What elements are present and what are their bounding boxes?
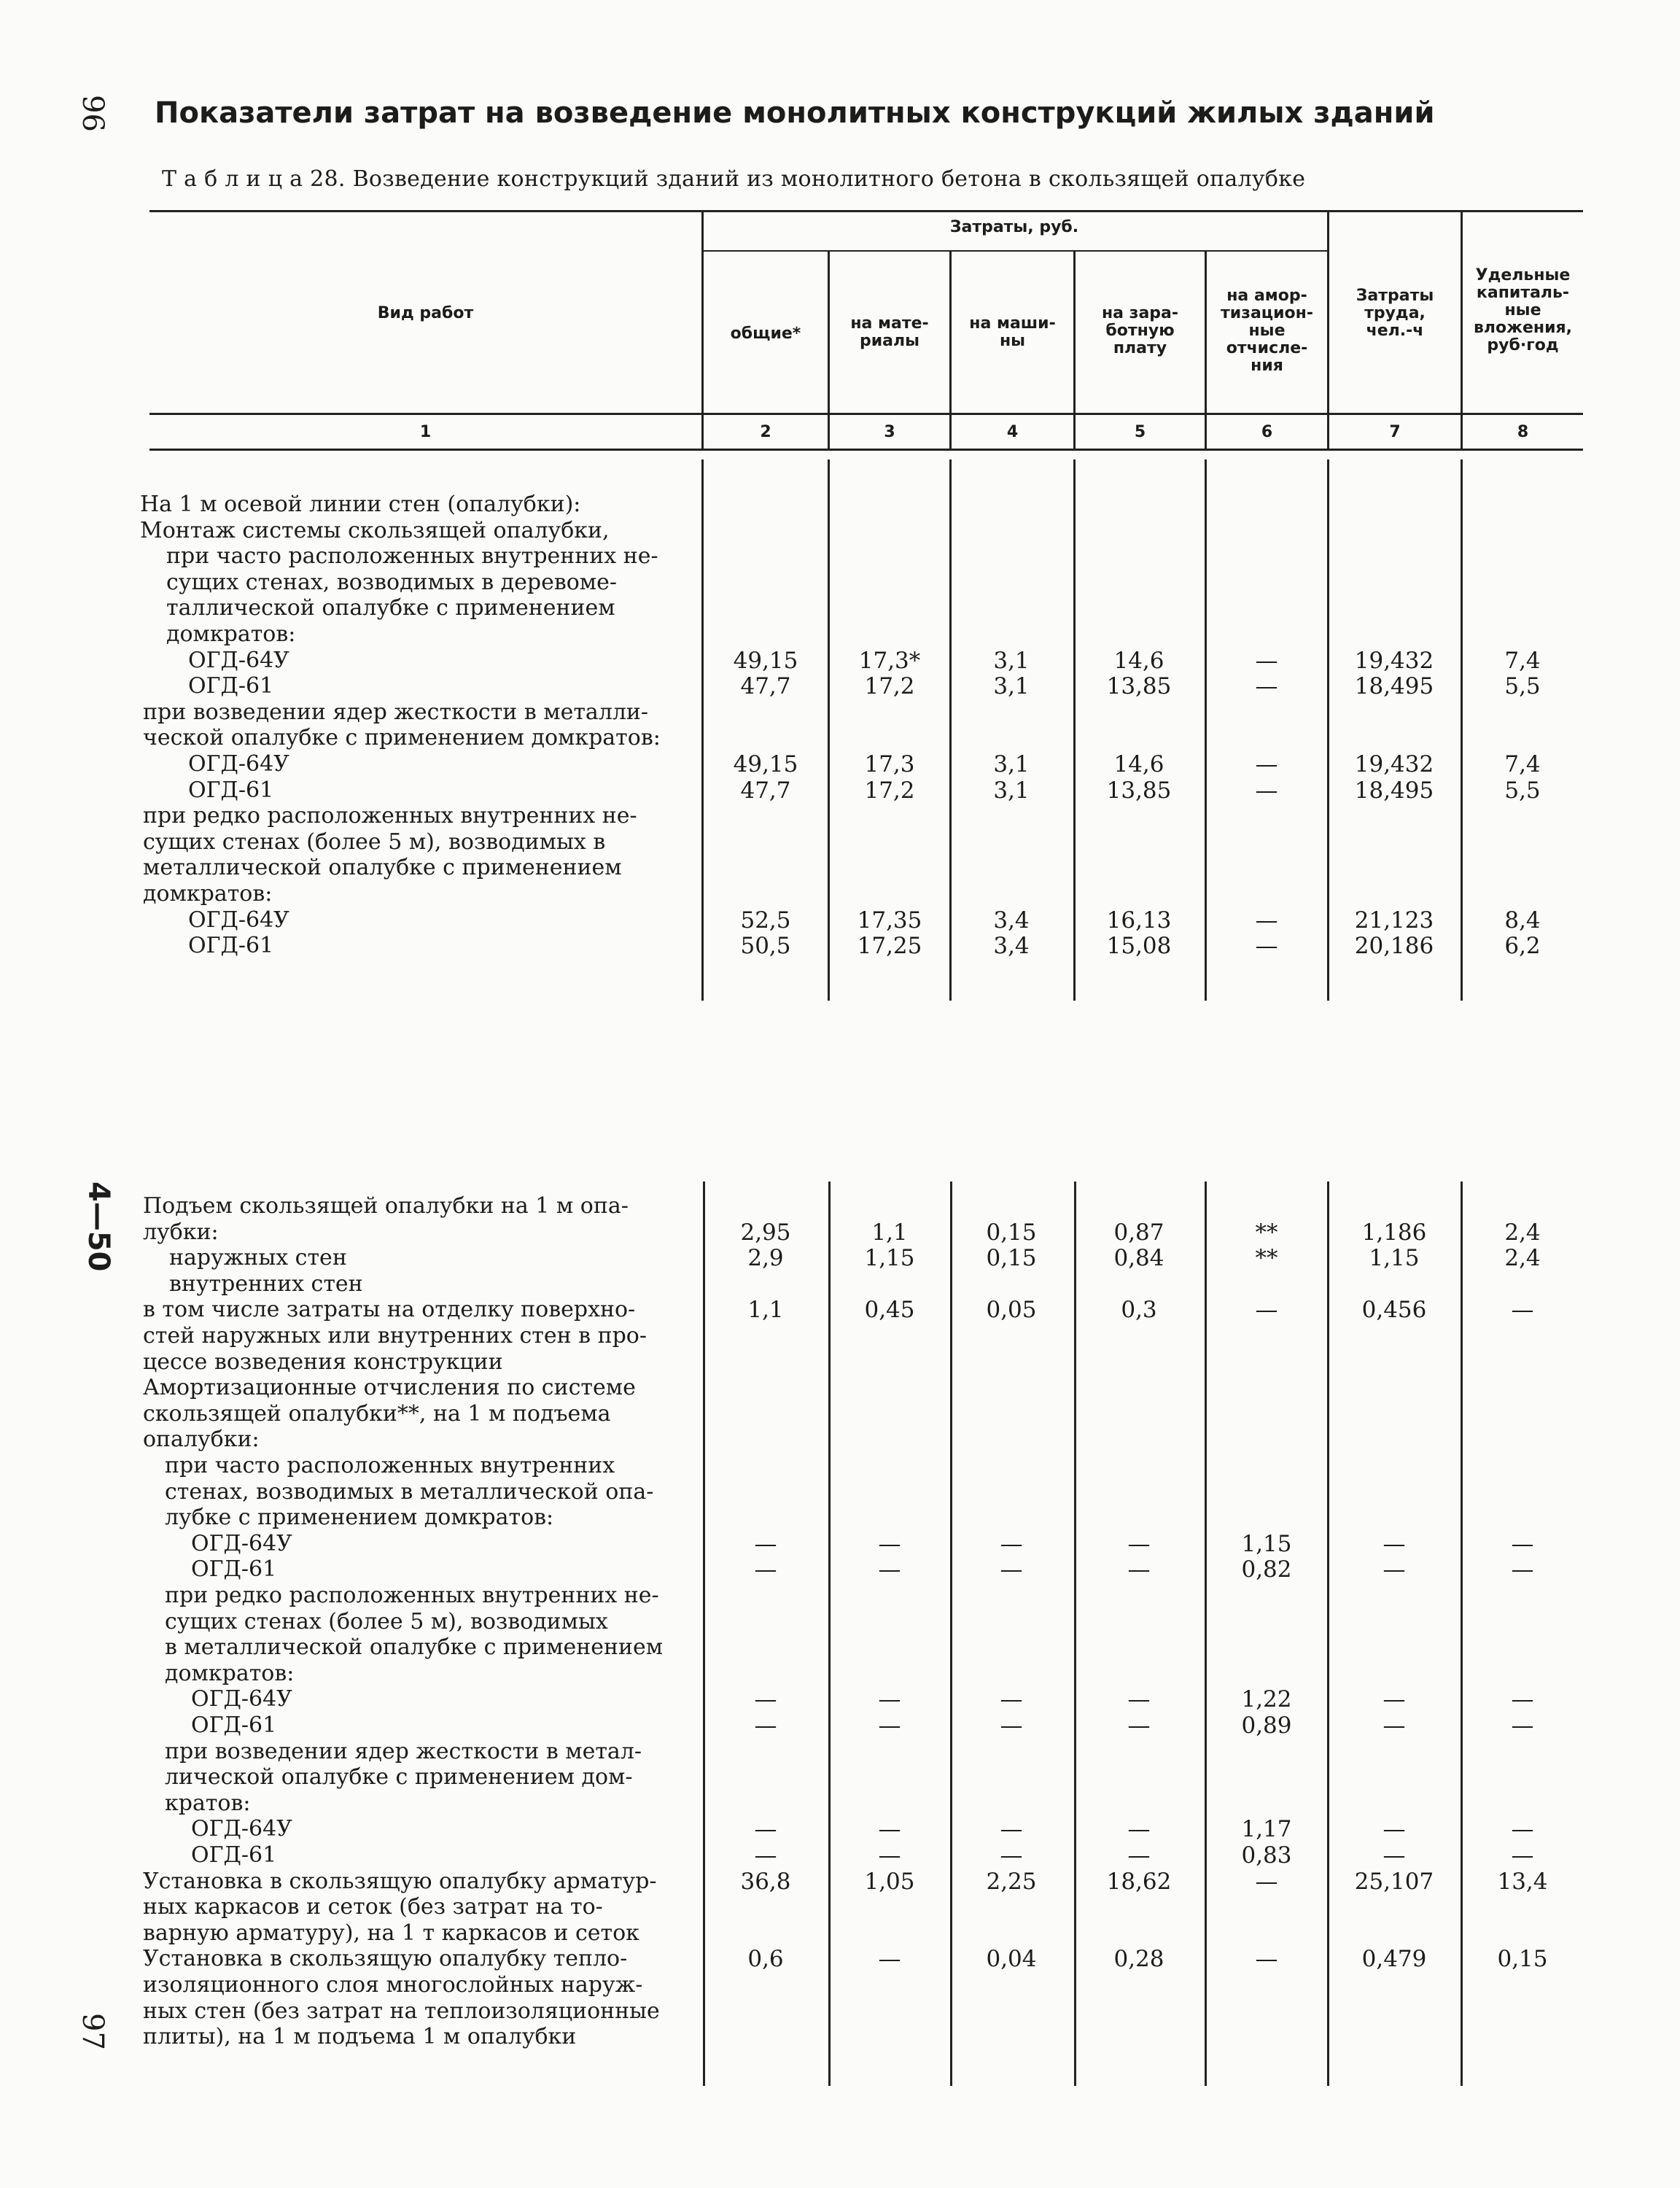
table-cell-col-5: 14,6 xyxy=(1113,751,1164,777)
table-cell-col-7: 18,495 xyxy=(1354,673,1434,700)
table-cell-col-8: — xyxy=(1511,1712,1534,1739)
col-number-2: 2 xyxy=(760,423,771,441)
table-row xyxy=(0,881,1680,907)
row-label: цессе возведения конструкции xyxy=(143,1349,503,1375)
table-cell-col-2: 2,95 xyxy=(740,1219,791,1246)
row-label: домкратов: xyxy=(143,881,273,907)
table-cell-col-3: 0,45 xyxy=(864,1297,915,1324)
table-row xyxy=(0,1869,1680,1895)
col-number-4: 4 xyxy=(1006,423,1019,441)
page-number-top: 96 xyxy=(76,95,109,132)
row-label: ОГД-61 xyxy=(188,933,274,959)
header-zatraty-group: Затраты, руб. xyxy=(949,218,1079,236)
table-cell-col-5: 18,62 xyxy=(1106,1868,1172,1895)
table-cell-col-3: 1,1 xyxy=(871,1219,908,1246)
table-row xyxy=(0,933,1680,959)
table-cell-col-4: 2,25 xyxy=(986,1868,1037,1895)
row-label: Амортизационные отчисления по системе xyxy=(143,1375,636,1401)
table-cell-col-5: 0,87 xyxy=(1113,1219,1164,1246)
table-cell-col-5: — xyxy=(1127,1712,1151,1739)
table-row xyxy=(0,2024,1680,2050)
table-cell-col-8: 5,5 xyxy=(1504,777,1541,804)
table-cell-col-7: 25,107 xyxy=(1354,1868,1434,1895)
table-cell-col-6: — xyxy=(1255,673,1278,700)
row-label: плиты), на 1 м подъема 1 м опалубки xyxy=(143,2024,577,2050)
header-col-8: Удельные капиталь- ные вложения, руб·год xyxy=(1473,266,1573,354)
table-row xyxy=(0,1764,1680,1791)
table-row xyxy=(0,1453,1680,1479)
table-cell-col-3: 17,25 xyxy=(857,933,922,960)
page-title: Показатели затрат на возведение монолитных конструкций жилых зданий xyxy=(155,96,1435,130)
row-label: при часто расположенных внутренних xyxy=(165,1453,615,1478)
table-cell-col-5: — xyxy=(1127,1556,1151,1583)
table-cell-col-5: 13,85 xyxy=(1106,777,1172,804)
table-cell-col-2: — xyxy=(754,1816,777,1843)
table-cell-col-7: — xyxy=(1382,1712,1406,1739)
table-cell-col-7: — xyxy=(1382,1686,1406,1713)
table-row xyxy=(0,829,1680,856)
table-cell-col-2: 0,6 xyxy=(747,1946,784,1973)
col-number-7: 7 xyxy=(1389,423,1401,441)
table-cell-col-7: 19,432 xyxy=(1354,751,1434,777)
table-cell-col-4: 3,1 xyxy=(993,777,1030,804)
table-cell-col-8: 2,4 xyxy=(1504,1219,1541,1246)
table-row xyxy=(0,1842,1680,1869)
row-label: Установка в скользящую опалубку арматур- xyxy=(143,1868,657,1894)
table-cell-col-2: 47,7 xyxy=(740,777,791,804)
table-cell-col-2: 49,15 xyxy=(733,647,798,674)
row-label: лубке с применением домкратов: xyxy=(165,1505,554,1531)
row-label: ОГД-64У xyxy=(191,1816,292,1842)
table-cell-col-3: 17,3* xyxy=(858,647,921,674)
table-row xyxy=(0,1556,1680,1583)
col-number-8: 8 xyxy=(1517,423,1529,441)
table-row xyxy=(0,725,1680,751)
row-label: таллической опалубке с применением xyxy=(166,595,615,621)
table-cell-col-5: — xyxy=(1127,1686,1151,1713)
table-row xyxy=(0,1349,1680,1376)
table-cell-col-3: — xyxy=(878,1842,901,1869)
header-col-4: на маши- ны xyxy=(969,314,1056,350)
table-cell-col-2: 52,5 xyxy=(740,907,791,934)
table-cell-col-4: — xyxy=(1000,1712,1023,1739)
row-label: в металлической опалубке с применением xyxy=(165,1634,664,1661)
table-cell-col-3: — xyxy=(878,1712,901,1739)
table-cell-col-5: 13,85 xyxy=(1106,673,1172,700)
table-cell-col-4: — xyxy=(1000,1530,1023,1557)
table-cell-col-3: 17,35 xyxy=(857,907,922,934)
table-row xyxy=(0,648,1680,674)
table-cell-col-8: 8,4 xyxy=(1504,907,1541,934)
row-label: при возведении ядер жесткости в металли- xyxy=(143,699,649,725)
row-label: опалубки: xyxy=(143,1427,260,1453)
page-number-bottom: 97 xyxy=(76,2013,109,2050)
row-label: ОГД-61 xyxy=(191,1842,277,1868)
table-cell-col-7: 1,15 xyxy=(1369,1245,1420,1272)
table-cell-col-4: — xyxy=(1000,1556,1023,1583)
table-cell-col-8: 13,4 xyxy=(1497,1868,1548,1895)
table-cell-col-6: ** xyxy=(1255,1219,1278,1246)
row-label: варную арматуру), на 1 т каркасов и сеток xyxy=(143,1920,639,1946)
table-cell-col-8: 7,4 xyxy=(1504,647,1541,674)
row-label: ОГД-64У xyxy=(191,1686,292,1712)
table-cell-col-2: 1,1 xyxy=(747,1297,784,1324)
table-cell-col-5: 16,13 xyxy=(1106,907,1172,934)
table-row xyxy=(0,1972,1680,1998)
table-cell-col-7: 1,186 xyxy=(1361,1219,1427,1246)
header-vid-rabot: Вид работ xyxy=(377,304,474,322)
table-cell-col-2: — xyxy=(754,1530,777,1557)
header-col-3: на мате- риалы xyxy=(850,314,929,350)
table-cell-col-6: 1,22 xyxy=(1241,1686,1292,1713)
table-cell-col-6: — xyxy=(1255,1868,1278,1895)
table-cell-col-7: — xyxy=(1382,1842,1406,1869)
table-cell-col-2: — xyxy=(754,1556,777,1583)
table-cell-col-5: 15,08 xyxy=(1106,933,1172,960)
row-label: ОГД-64У xyxy=(188,647,289,673)
table-cell-col-4: 3,1 xyxy=(993,647,1030,674)
row-label: ных каркасов и сеток (без затрат на то- xyxy=(143,1894,603,1920)
row-label: ческой опалубке с применением домкратов: xyxy=(143,725,661,751)
table-cell-col-4: — xyxy=(1000,1686,1023,1713)
table-cell-col-6: 0,82 xyxy=(1241,1556,1292,1583)
row-label: ОГД-61 xyxy=(188,777,274,803)
table-cell-col-8: — xyxy=(1511,1530,1534,1557)
table-cell-col-7: 21,123 xyxy=(1354,907,1434,934)
table-cell-col-6: — xyxy=(1255,1946,1278,1973)
table-row xyxy=(0,1193,1680,1219)
table-row xyxy=(0,1739,1680,1765)
table-cell-col-3: — xyxy=(878,1530,901,1557)
col-number-1: 1 xyxy=(419,423,432,441)
table-row xyxy=(0,1583,1680,1609)
table-cell-col-5: — xyxy=(1127,1816,1151,1843)
table-row xyxy=(0,1505,1680,1531)
table-cell-col-3: 17,2 xyxy=(864,777,915,804)
row-label: Установка в скользящую опалубку тепло- xyxy=(143,1946,628,1972)
table-row xyxy=(0,803,1680,829)
row-label: ОГД-61 xyxy=(188,673,274,699)
table-cell-col-2: 2,9 xyxy=(747,1245,784,1272)
row-label: наружных стен xyxy=(169,1245,347,1271)
table-cell-col-5: — xyxy=(1127,1842,1151,1869)
row-label: ОГД-64У xyxy=(188,751,289,777)
row-label: скользящей опалубки**, на 1 м подъема xyxy=(143,1400,611,1427)
table-row xyxy=(0,1998,1680,2025)
table-cell-col-2: 47,7 xyxy=(740,673,791,700)
row-label: металлической опалубке с применением xyxy=(143,855,622,881)
table-row xyxy=(0,855,1680,881)
table-cell-col-6: 1,15 xyxy=(1241,1530,1292,1557)
header-col-7: Затраты труда, чел.-ч xyxy=(1356,287,1434,340)
row-label: при редко расположенных внутренних не- xyxy=(165,1583,659,1608)
table-row xyxy=(0,1323,1680,1349)
table-cell-col-3: — xyxy=(878,1686,901,1713)
table-cell-col-4: 3,4 xyxy=(993,907,1030,934)
table-row xyxy=(0,673,1680,699)
row-label: изоляционного слоя многослойных наруж- xyxy=(143,1972,643,1998)
table-row xyxy=(0,1271,1680,1297)
table-cell-col-8: 7,4 xyxy=(1504,751,1541,777)
table-cell-col-8: — xyxy=(1511,1842,1534,1869)
table-cell-col-6: — xyxy=(1255,777,1278,804)
table-cell-col-6: — xyxy=(1255,647,1278,674)
table-cell-col-2: 50,5 xyxy=(740,933,791,960)
table-cell-col-2: 49,15 xyxy=(733,751,798,777)
table-cell-col-7: 19,432 xyxy=(1354,647,1434,674)
row-label: стенах, возводимых в металлической опа- xyxy=(165,1478,654,1505)
table-cell-col-7: — xyxy=(1382,1556,1406,1583)
row-label: стей наружных или внутренних стен в про- xyxy=(143,1323,647,1349)
table-row xyxy=(0,1946,1680,1972)
table-row xyxy=(0,1712,1680,1739)
table-cell-col-4: 3,4 xyxy=(993,933,1030,960)
table-cell-col-7: 20,186 xyxy=(1354,933,1434,960)
table-cell-col-6: — xyxy=(1255,751,1278,777)
row-label: домкратов: xyxy=(166,621,296,647)
table-cell-col-6: — xyxy=(1255,907,1278,934)
row-label: домкратов: xyxy=(165,1660,295,1686)
side-mark: 4—50 xyxy=(82,1182,115,1272)
row-label: кратов: xyxy=(165,1790,251,1816)
col-number-3: 3 xyxy=(884,423,895,441)
table-cell-col-4: 0,15 xyxy=(986,1245,1037,1272)
row-label: при возведении ядер жесткости в метал- xyxy=(165,1738,642,1764)
row-label: в том числе затраты на отделку поверхно- xyxy=(143,1297,636,1323)
table-row xyxy=(0,1531,1680,1557)
table-cell-col-3: — xyxy=(878,1556,901,1583)
row-label: ОГД-61 xyxy=(191,1556,277,1583)
row-label: ОГД-61 xyxy=(191,1712,277,1738)
table-cell-col-3: 1,05 xyxy=(864,1868,915,1895)
header-col-6: на амор- тизацион- ные отчисле- ния xyxy=(1221,287,1313,375)
table-row xyxy=(0,1661,1680,1687)
table-row xyxy=(0,1427,1680,1453)
row-label: сущих стенах (более 5 м), возводимых в xyxy=(143,829,606,855)
row-label: ОГД-64У xyxy=(191,1530,292,1556)
table-row xyxy=(0,518,1680,544)
table-cell-col-6: 1,17 xyxy=(1241,1816,1292,1843)
table-row xyxy=(0,1401,1680,1427)
table-cell-col-4: 3,1 xyxy=(993,751,1030,777)
table-cell-col-4: 3,1 xyxy=(993,673,1030,700)
table-cell-col-2: 36,8 xyxy=(740,1868,791,1895)
row-label: лической опалубке с применением дом- xyxy=(165,1764,633,1791)
col-number-6: 6 xyxy=(1261,423,1273,441)
table-row xyxy=(0,492,1680,518)
table-cell-col-2: — xyxy=(754,1686,777,1713)
table-cell-col-2: — xyxy=(754,1712,777,1739)
table-cell-col-4: 0,04 xyxy=(986,1946,1037,1973)
table-row xyxy=(0,1920,1680,1947)
table-cell-col-3: — xyxy=(878,1816,901,1843)
table-row xyxy=(0,1894,1680,1920)
table-row xyxy=(0,1609,1680,1635)
table-cell-col-7: — xyxy=(1382,1816,1406,1843)
table-row xyxy=(0,1479,1680,1505)
table-row xyxy=(0,570,1680,596)
row-label: Подъем скользящей опалубки на 1 м опа- xyxy=(143,1193,629,1219)
table-cell-col-4: — xyxy=(1000,1816,1023,1843)
header-col-2: общие* xyxy=(730,325,801,343)
header-col-5: на зара- ботную плату xyxy=(1101,304,1179,357)
table-row xyxy=(0,1375,1680,1401)
table-row xyxy=(0,1686,1680,1712)
table-row xyxy=(0,1816,1680,1842)
table-row xyxy=(0,1219,1680,1246)
table-row xyxy=(0,1791,1680,1817)
table-row xyxy=(0,907,1680,934)
table-cell-col-5: 0,3 xyxy=(1121,1297,1157,1324)
table-cell-col-5: 14,6 xyxy=(1113,647,1164,674)
table-cell-col-6: — xyxy=(1255,1297,1278,1324)
table-row xyxy=(0,1634,1680,1661)
row-label: лубки: xyxy=(143,1219,219,1245)
table-cell-col-6: — xyxy=(1255,933,1278,960)
table-row xyxy=(0,699,1680,726)
row-label: На 1 м осевой линии стен (опалубки): xyxy=(140,492,581,517)
table-caption: Т а б л и ц а 28. Возведение конструкций зданий из монолитного бетона в скользящей опалубке xyxy=(162,166,1306,192)
table-row xyxy=(0,751,1680,777)
row-label: Монтаж системы скользящей опалубки, xyxy=(140,517,610,543)
row-label: ОГД-64У xyxy=(188,907,289,933)
table-cell-col-7: 0,456 xyxy=(1361,1297,1427,1324)
table-cell-col-7: — xyxy=(1382,1530,1406,1557)
table-cell-col-3: 1,15 xyxy=(864,1245,915,1272)
table-row xyxy=(0,1245,1680,1271)
row-label: сущих стенах (более 5 м), возводимых xyxy=(165,1608,608,1634)
table-cell-col-5: 0,84 xyxy=(1113,1245,1164,1272)
row-label: при редко расположенных внутренних не- xyxy=(143,803,637,829)
row-label: при часто расположенных внутренних не- xyxy=(166,543,658,570)
table-cell-col-8: — xyxy=(1511,1686,1534,1713)
table-cell-col-2: — xyxy=(754,1842,777,1869)
table-cell-col-7: 18,495 xyxy=(1354,777,1434,804)
row-label: сущих стенах, возводимых в деревоме- xyxy=(166,569,618,595)
table-cell-col-7: 0,479 xyxy=(1361,1946,1427,1973)
table-cell-col-8: 5,5 xyxy=(1504,673,1541,700)
table-cell-col-4: 0,15 xyxy=(986,1219,1037,1246)
table-row xyxy=(0,621,1680,648)
table-cell-col-6: 0,89 xyxy=(1241,1712,1292,1739)
table-cell-col-8: 6,2 xyxy=(1504,933,1541,960)
table-cell-col-4: 0,05 xyxy=(986,1297,1037,1324)
table-row xyxy=(0,595,1680,621)
table-row xyxy=(0,1297,1680,1323)
table-row xyxy=(0,543,1680,570)
table-cell-col-8: — xyxy=(1511,1816,1534,1843)
table-cell-col-5: 0,28 xyxy=(1113,1946,1164,1973)
table-cell-col-8: — xyxy=(1511,1556,1534,1583)
table-row xyxy=(0,777,1680,804)
table-cell-col-8: — xyxy=(1511,1297,1534,1324)
table-cell-col-6: ** xyxy=(1255,1245,1278,1272)
row-label: ных стен (без затрат на теплоизоляционные xyxy=(143,1998,660,2024)
table-cell-col-3: 17,2 xyxy=(864,673,915,700)
table-cell-col-5: — xyxy=(1127,1530,1151,1557)
table-cell-col-3: — xyxy=(878,1946,901,1973)
row-label: внутренних стен xyxy=(169,1270,363,1297)
table-cell-col-8: 2,4 xyxy=(1504,1245,1541,1272)
table-cell-col-4: — xyxy=(1000,1842,1023,1869)
table-cell-col-6: 0,83 xyxy=(1241,1842,1292,1869)
table-cell-col-8: 0,15 xyxy=(1497,1946,1548,1973)
table-cell-col-3: 17,3 xyxy=(864,751,915,777)
col-number-5: 5 xyxy=(1134,423,1146,441)
